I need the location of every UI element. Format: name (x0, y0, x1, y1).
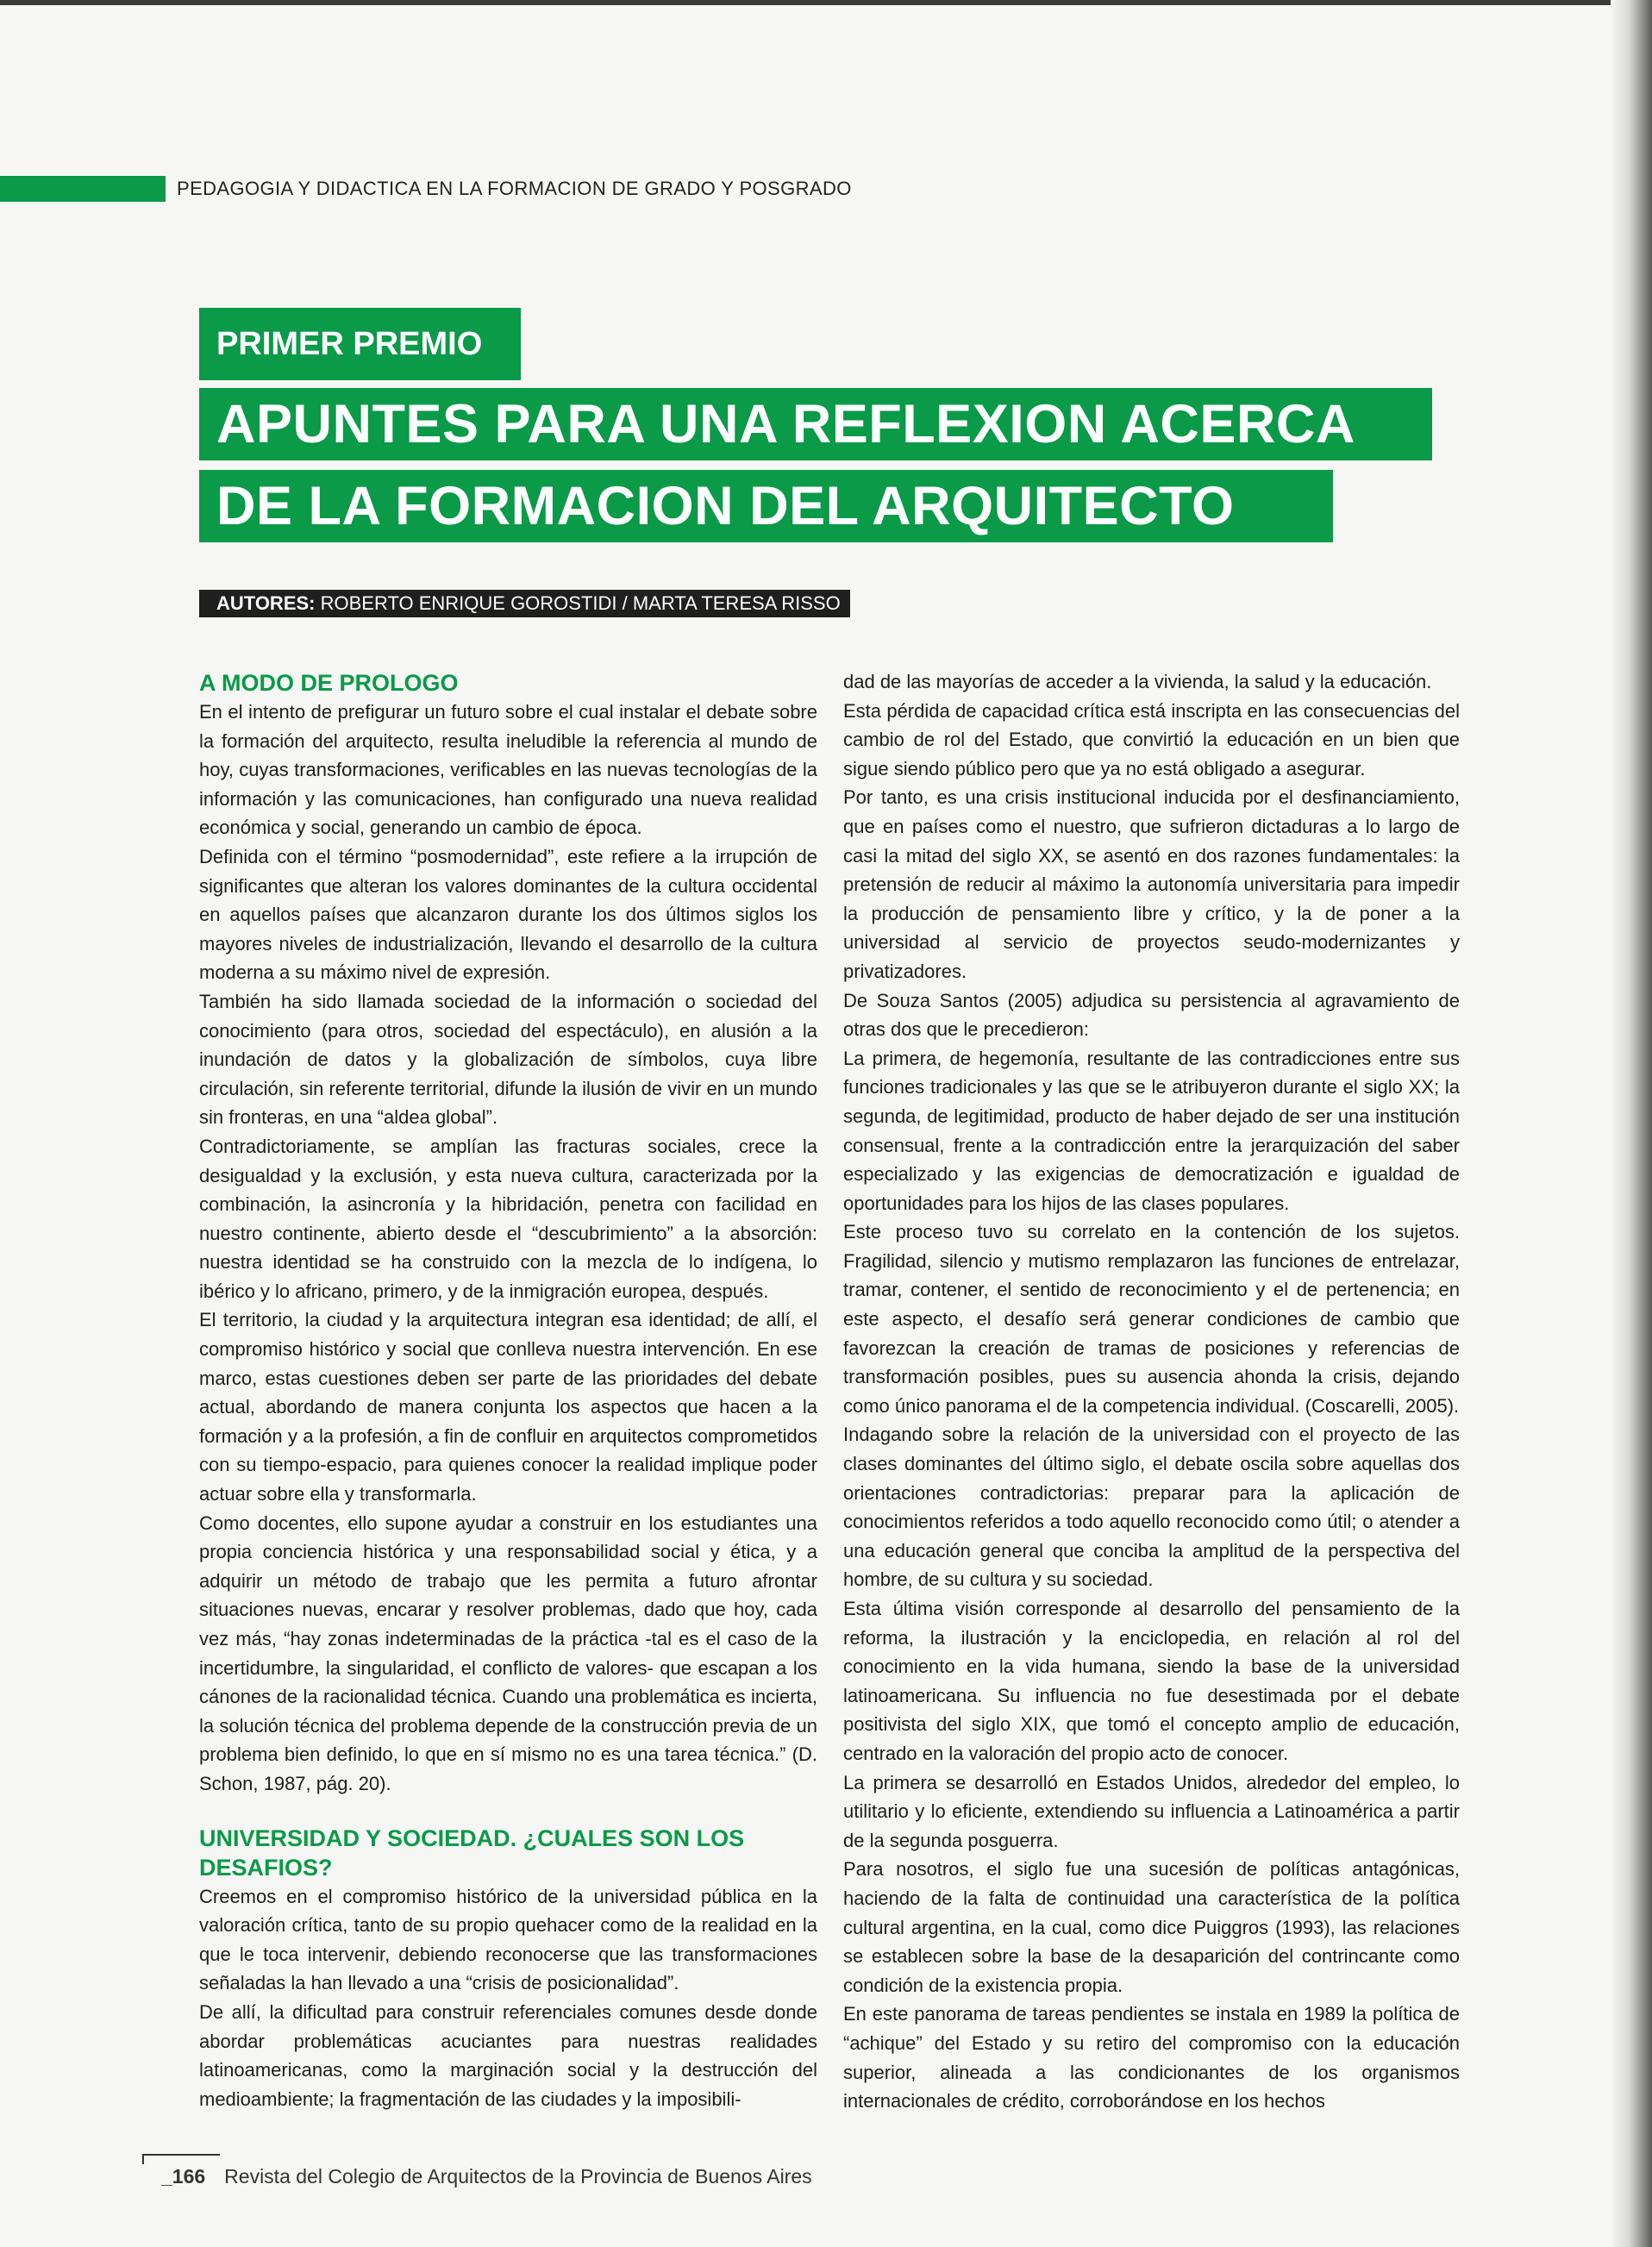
paragraph: También ha sido llamada sociedad de la información o sociedad del conocimiento (para otros, sociedad del espectáculo), en alusión a la inundación de datos y la globalización de símbolos, cuya libre circulación, sin referente territorial, difunde la ilusión de vivir en un mundo sin fronteras, en una “aldea global”. (199, 990, 817, 1129)
section-marker-bar (0, 176, 166, 202)
footer-rule (142, 2154, 220, 2156)
paragraph: Creemos en el compromiso histórico de la universidad pública en la valoración crítica, tanto de su propio quehacer como de la realidad en la que le toca intervenir, debiendo reconocerse que las transformaciones señaladas la han llevado a una “crisis de posicionalidad”. (199, 1885, 817, 1994)
authors-names: ROBERTO ENRIQUE GOROSTIDI / MARTA TERESA RISSO (315, 592, 841, 614)
paragraph: Como docentes, ello supone ayudar a construir en los estudiantes una propia conciencia histórica y una responsabilidad social y ética, y a adquirir un método de trabajo que les permita a futuro afrontar situaciones nuevas, encarar y resolver problemas, dado que hoy, cada vez más, “hay zonas indeterminadas de la práctica -tal es el caso de la incertidumbre, la singularidad, el conflicto de valores- que escapan a los cánones de la racionalidad técnica. Cuando una problemática es incierta, la solución técnica del problema depende de la construcción previa de un problema bien definido, lo que en sí mismo no es una tarea técnica.” (D. Schon, 1987, pág. 20). (199, 1512, 817, 1794)
award-kicker: PRIMER PREMIO (199, 308, 521, 380)
page-spine-shadow (1611, 0, 1652, 2247)
authors-label: AUTORES: (216, 592, 316, 614)
section-header: PEDAGOGIA Y DIDACTICA EN LA FORMACION DE GRADO Y POSGRADO (177, 178, 852, 199)
left-column (199, 668, 817, 2113)
paragraph: Esta última visión corresponde al desarrollo del pensamiento de la reforma, la ilustración y la enciclopedia, en relación al rol del conocimiento en la vida humana, siendo la base de la universidad latinoamericana. Su influencia no fue desestimada por el debate positivista del siglo XIX, que tomó el concepto amplio de educación, centrado en la valoración del propio acto de conocer. (843, 1598, 1460, 1764)
paragraph: La primera, de hegemonía, resultante de las contradicciones entre sus funciones tradicionales y las que se le atribuyeron durante el siglo XX; la segunda, de legitimidad, producto de haber dejado de ser una institución consensual, frente a la contradicción entre la jerarquización del saber especializado y las exigencias de democratización e igualdad de oportunidades para los hijos de las clases populares. (843, 1047, 1460, 1214)
article-title-line-2: DE LA FORMACION DEL ARQUITECTO (199, 470, 1333, 542)
paragraph: De Souza Santos (2005) adjudica su persistencia al agravamiento de otras dos que le precedieron: (843, 989, 1460, 1041)
paragraph: El territorio, la ciudad y la arquitectura integran esa identidad; de allí, el compromiso histórico y social que conlleva nuestra intervención. En ese marco, estas cuestiones deben ser parte de las prioridades del debate actual, abordando de manera conjunta los aspectos que hacen a la formación y a la profesión, a fin de confluir en arquitectos comprometidos con su tiempo-espacio, para quienes conocer la realidad implique poder actuar sobre ella y transformarla. (199, 1309, 817, 1505)
section-heading-universidad: UNIVERSIDAD Y SOCIEDAD. ¿CUALES SON LOS DESAFIOS? (199, 1825, 745, 1881)
paragraph: Definida con el término “posmodernidad”, este refiere a la irrupción de significantes que alteran los valores dominantes de la cultura occidental en aquellos países que alcanzaron durante los dos últimos siglos los mayores niveles de industrialización, llevando el desarrollo de la cultura moderna a su máximo nivel de expresión. (199, 845, 817, 984)
page-footer (161, 2165, 812, 2188)
paragraph: Contradictoriamente, se amplían las fracturas sociales, crece la desigualdad y la exclusión, y esta nueva cultura, caracterizada por la combinación, la asincronía y la hibridación, penetra con facilidad en nuestro continente, abierto desde el “descubrimiento” a la absorción: nuestra identidad se ha construido con la mezcla de lo indígena, lo ibérico y lo africano, primero, y de la inmigración europea, después. (199, 1135, 817, 1302)
paragraph: Por tanto, es una crisis institucional inducida por el desfinanciamiento, que en países como el nuestro, que sufrieron dictaduras a lo largo de casi la mitad del siglo XX, se asentó en dos razones fundamentales: la pretensión de reducir al máximo la autonomía universitaria para impedir la producción de pensamiento libre y crítico, y la de poner a la universidad al servicio de proyectos seudo-modernizantes y privatizadores. (843, 786, 1460, 982)
scan-edge (0, 0, 1652, 5)
paragraph: Indagando sobre la relación de la universidad con el proyecto de las clases dominantes del último siglo, el debate oscila sobre aquellas dos orientaciones contradictorias: preparar para la aplicación de conocimientos referidos a todo aquello reconocido como útil; o atender a una educación general que conciba la amplitud de la perspectiva del hombre, de su cultura y su sociedad. (843, 1424, 1460, 1591)
paragraph: Esta pérdida de capacidad crítica está inscripta en las consecuencias del cambio de rol del Estado, que convirtió la educación en un bien que sigue siendo público pero que ya no está obligado a asegurar. (843, 699, 1460, 779)
paragraph: Este proceso tuvo su correlato en la contención de los sujetos. Fragilidad, silencio y mutismo remplazaron las funciones de entrelazar, tramar, contener, el sentido de reconocimiento y el de pertenencia; en este aspecto, el desafío será generar condiciones de cambio que favorezcan la creación de tramas de posiciones y referencias de transformación posibles, pues su ausencia ahonda la crisis, dejando como único panorama el de la competencia individual. (Coscarelli, 2005). (843, 1221, 1460, 1417)
right-column (843, 667, 1460, 2116)
page-number: _166 (161, 2165, 206, 2188)
paragraph: dad de las mayorías de acceder a la vivienda, la salud y la educación. (843, 671, 1432, 692)
paragraph: En el intento de prefigurar un futuro sobre el cual instalar el debate sobre la formación del arquitecto, resulta ineludible la referencia al mundo de hoy, cuyas transformaciones, verificables en las nuevas tecnologías de la información y las comunicaciones, han configurado una nueva realidad económica y social, generando un cambio de época. (199, 701, 817, 839)
publication-name: Revista del Colegio de Arquitectos de la Provincia de Buenos Aires (224, 2165, 812, 2188)
article-title-line-1: APUNTES PARA UNA REFLEXION ACERCA (199, 388, 1432, 460)
paragraph: En este panorama de tareas pendientes se instala en 1989 la política de “achique” del Estado y su retiro del compromiso con la educación superior, alineada a las condicionantes de los organismos internacionales de crédito, corroborándose en los hechos (843, 2003, 1460, 2112)
authors-bar (199, 590, 850, 617)
footer-rule-tick (142, 2154, 144, 2164)
section-heading-prologo: A MODO DE PROLOGO (199, 670, 459, 696)
paragraph: Para nosotros, el siglo fue una sucesión de políticas antagónicas, haciendo de la falta de continuidad una característica de la política cultural argentina, en la cual, como dice Puiggros (1993), las relaciones se establecen sobre la base de la desaparición del contrincante como condición de la existencia propia. (843, 1858, 1460, 1996)
paragraph: La primera se desarrolló en Estados Unidos, alrededor del empleo, lo utilitario y lo eficiente, extendiendo su influencia a Latinoamérica a partir de la segunda posguerra. (843, 1771, 1460, 1851)
paragraph: De allí, la dificultad para construir referenciales comunes desde donde abordar problemáticas acuciantes para nuestras realidades latinoamericanas, como la marginación social y la destrucción del medioambiente; la fragmentación de las ciudades y la imposibili- (199, 2000, 817, 2110)
